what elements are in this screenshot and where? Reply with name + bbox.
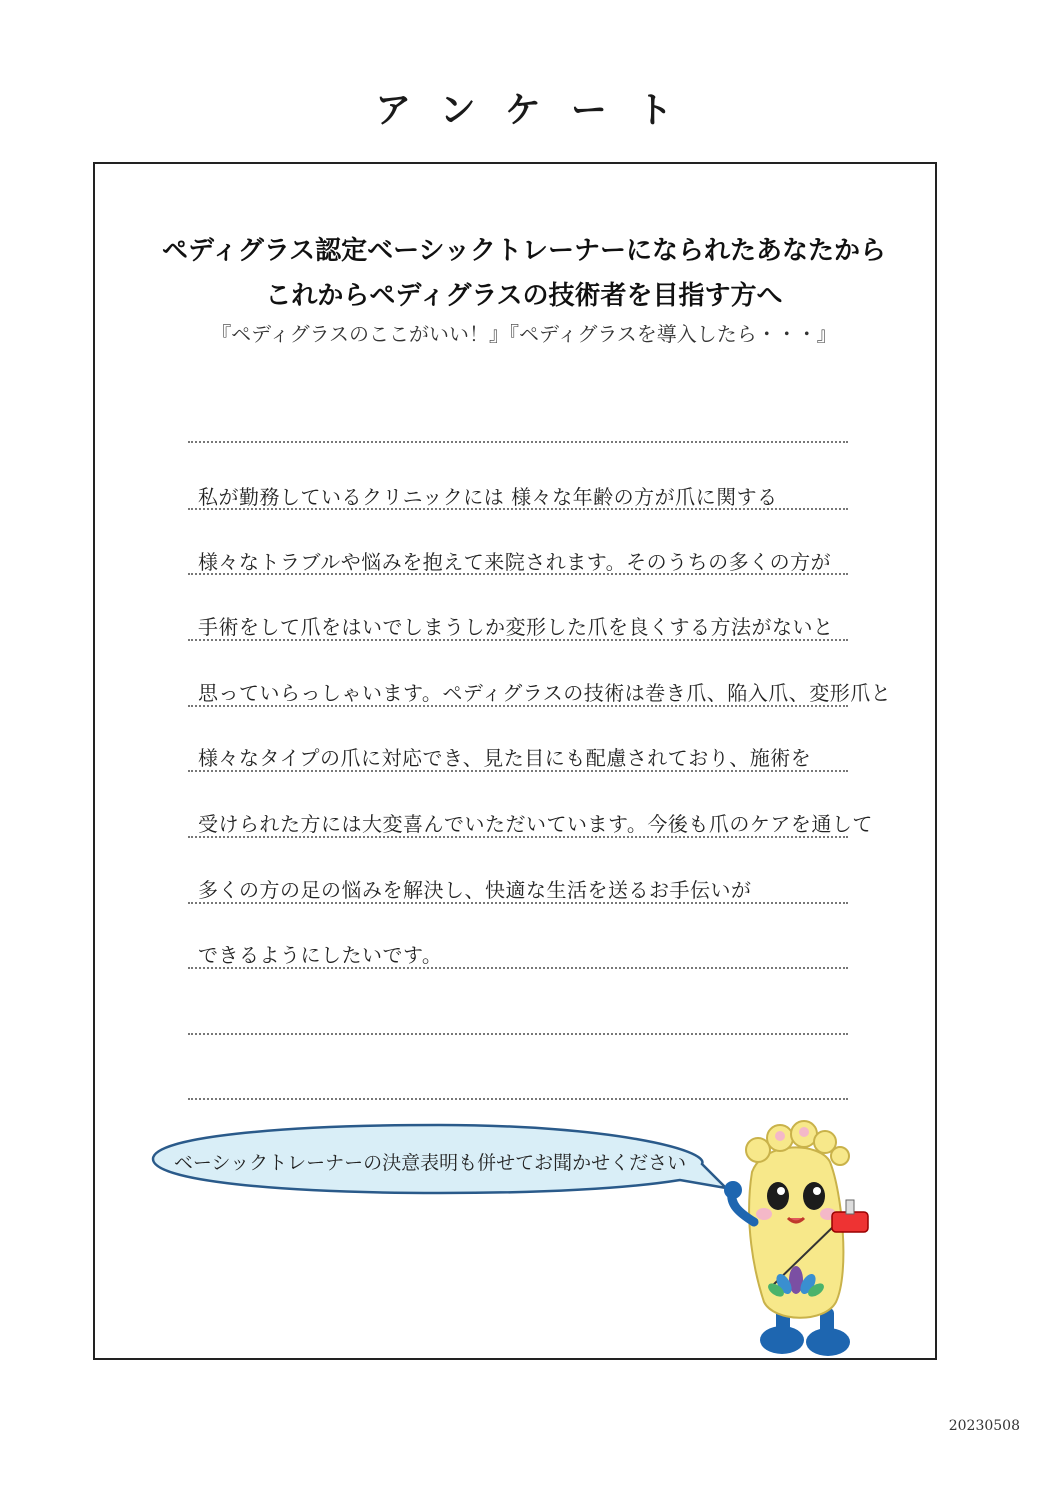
answer-line-8: できるようにしたいです。 — [198, 943, 443, 967]
mascot-glove — [724, 1181, 742, 1199]
answer-line-2: 様々なトラブルや悩みを抱えて来院されます。そのうちの多くの方が — [198, 550, 832, 574]
heading-line-1: ペディグラス認定ベーシックトレーナーになられたあなたから — [161, 236, 887, 266]
ruled-line — [188, 441, 848, 443]
answer-line-7: 多くの方の足の悩みを解決し、快適な生活を送るお手伝いが — [198, 878, 752, 902]
ruled-line — [188, 1098, 848, 1100]
answer-line-4: 思っていらっしゃいます。ペディグラスの技術は巻き爪、陥入爪、変形爪と — [198, 681, 892, 705]
answer-line-5: 様々なタイプの爪に対応でき、見た目にも配慮されており、施術を — [198, 746, 812, 770]
bubble-text: ベーシックトレーナーの決意表明も併せてお聞かせください — [173, 1152, 687, 1174]
subheading: 『ペディグラスのここがいい！』『ペディグラスを導入したら・・・』 — [211, 322, 837, 346]
answer-line-1: 私が勤務しているクリニックには 様々な年齢の方が爪に関する — [198, 485, 778, 509]
ruled-line — [188, 1033, 848, 1035]
page-title: アンケート — [375, 90, 703, 131]
heading-line-2: これからペディグラスの技術者を目指す方へ — [265, 281, 783, 311]
document-code: 20230508 — [948, 1418, 1020, 1434]
mascot-tool — [832, 1212, 868, 1232]
answer-line-6: 受けられた方には大変喜んでいただいています。今後も爪のケアを通して — [198, 812, 873, 836]
answer-line-3: 手術をして爪をはいでしまうしか変形した爪を良くする方法がないと — [198, 615, 834, 639]
foot-mascot-illustration — [724, 1112, 884, 1362]
